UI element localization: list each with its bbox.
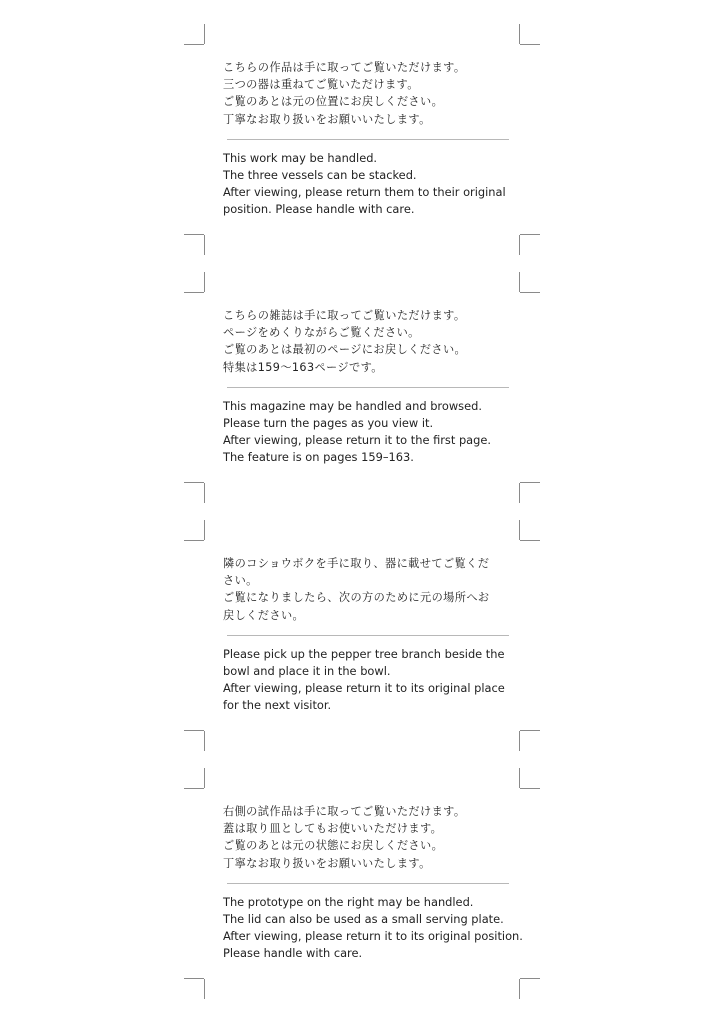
japanese-text bbox=[223, 803, 513, 872]
crop-mark bbox=[204, 235, 205, 255]
caption-card-2 bbox=[186, 272, 540, 520]
english-text bbox=[223, 894, 523, 963]
crop-mark bbox=[184, 978, 204, 979]
crop-mark bbox=[520, 540, 540, 541]
divider bbox=[227, 883, 509, 884]
en-line: The lid can also be used as a small serving plate. bbox=[223, 912, 504, 927]
en-line: This magazine may be handled and browsed. bbox=[223, 398, 482, 413]
japanese-text bbox=[223, 307, 513, 376]
english-text bbox=[223, 646, 513, 715]
jp-line: 丁寧なお取り扱いをお願いいたします。 bbox=[223, 112, 431, 126]
jp-line: 三つの器は重ねてご覧いただけます。 bbox=[223, 78, 419, 92]
caption-content bbox=[223, 307, 513, 467]
crop-mark bbox=[184, 44, 204, 45]
jp-line: さい。 bbox=[223, 574, 258, 588]
japanese-text bbox=[223, 59, 513, 128]
crop-mark bbox=[519, 24, 520, 44]
crop-mark bbox=[520, 730, 540, 731]
crop-mark bbox=[519, 235, 520, 255]
en-line: position. Please handle with care. bbox=[223, 202, 415, 217]
en-line: bowl and place it in the bowl. bbox=[223, 664, 391, 679]
crop-mark bbox=[204, 520, 205, 540]
divider bbox=[227, 635, 509, 636]
crop-mark bbox=[520, 292, 540, 293]
jp-line: 特集は159〜163ページです。 bbox=[223, 360, 383, 374]
en-line: After viewing, please return them to their original bbox=[223, 185, 506, 200]
jp-line: ご覧になりましたら、次の方のために元の場所へお bbox=[223, 591, 490, 605]
crop-mark bbox=[204, 768, 205, 788]
jp-line: ご覧のあとは元の状態にお戻しください。 bbox=[223, 839, 444, 853]
caption-card-1 bbox=[186, 24, 540, 272]
jp-line: 蓋は取り皿としてもお使いいただけます。 bbox=[223, 822, 443, 836]
en-line: After viewing, please return it to the first page. bbox=[223, 433, 492, 448]
crop-mark bbox=[184, 482, 204, 483]
caption-card-3 bbox=[186, 520, 540, 768]
jp-line: ページをめくりながらご覧ください。 bbox=[223, 326, 420, 340]
en-line: for the next visitor. bbox=[223, 698, 332, 713]
en-line: After viewing, please return it to its original place bbox=[223, 681, 505, 696]
en-line: Please handle with care. bbox=[223, 946, 363, 961]
crop-mark bbox=[520, 482, 540, 483]
caption-card-4 bbox=[186, 768, 540, 1016]
crop-mark bbox=[204, 483, 205, 503]
jp-line: 隣のコショウボクを手に取り、器に載せてご覧くだ bbox=[223, 557, 490, 570]
caption-content bbox=[223, 803, 523, 963]
en-line: Please turn the pages as you view it. bbox=[223, 416, 434, 431]
crop-mark bbox=[204, 731, 205, 751]
jp-line: ご覧のあとは元の位置にお戻しください。 bbox=[223, 95, 444, 109]
crop-mark bbox=[184, 234, 204, 235]
en-line: The prototype on the right may be handled. bbox=[223, 894, 474, 909]
divider bbox=[227, 387, 509, 388]
crop-mark bbox=[184, 292, 204, 293]
jp-line: 右側の試作品は手に取ってご覧いただけます。 bbox=[223, 805, 466, 818]
crop-mark bbox=[204, 979, 205, 999]
jp-line: ご覧のあとは最初のページにお戻しください。 bbox=[223, 343, 467, 357]
jp-line: こちらの雑誌は手に取ってご覧いただけます。 bbox=[223, 309, 466, 322]
english-text bbox=[223, 150, 513, 219]
en-line: The feature is on pages 159–163. bbox=[223, 450, 414, 465]
crop-mark bbox=[519, 979, 520, 999]
crop-mark bbox=[184, 540, 204, 541]
crop-mark bbox=[520, 978, 540, 979]
crop-mark bbox=[520, 234, 540, 235]
crop-mark bbox=[519, 731, 520, 751]
crop-mark bbox=[204, 24, 205, 44]
jp-line: こちらの作品は手に取ってご覧いただけます。 bbox=[223, 61, 466, 74]
crop-mark bbox=[520, 44, 540, 45]
jp-line: 戻しください。 bbox=[223, 608, 305, 622]
jp-line: 丁寧なお取り扱いをお願いいたします。 bbox=[223, 856, 431, 870]
caption-content bbox=[223, 555, 513, 715]
en-line: The three vessels can be stacked. bbox=[223, 168, 417, 183]
crop-mark bbox=[519, 520, 520, 540]
crop-mark bbox=[184, 788, 204, 789]
crop-mark bbox=[520, 788, 540, 789]
divider bbox=[227, 139, 509, 140]
crop-mark bbox=[519, 768, 520, 788]
en-line: After viewing, please return it to its original position. bbox=[223, 929, 523, 944]
en-line: Please pick up the pepper tree branch beside the bbox=[223, 646, 505, 661]
japanese-text bbox=[223, 555, 513, 624]
en-line: This work may be handled. bbox=[223, 150, 378, 165]
crop-mark bbox=[519, 483, 520, 503]
crop-mark bbox=[519, 272, 520, 292]
english-text bbox=[223, 398, 513, 467]
crop-mark bbox=[184, 730, 204, 731]
crop-mark bbox=[204, 272, 205, 292]
caption-content bbox=[223, 59, 513, 219]
